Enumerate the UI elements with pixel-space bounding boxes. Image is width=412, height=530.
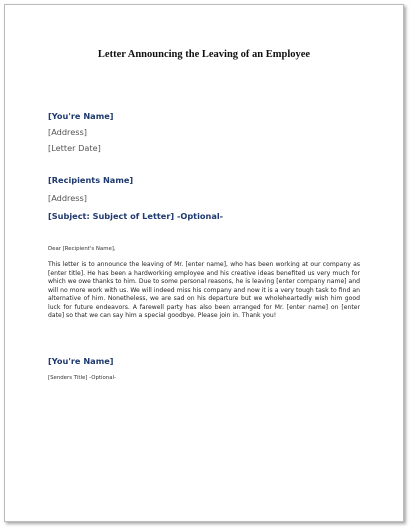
letter-date: [Letter Date] bbox=[48, 143, 101, 153]
document-title: Letter Announcing the Leaving of an Employee bbox=[97, 49, 311, 60]
sender-name: [You're Name] bbox=[48, 111, 114, 121]
recipient-name: [Recipients Name] bbox=[48, 175, 134, 185]
salutation: Dear [Recipient's Name], bbox=[48, 246, 116, 252]
letter-body: This letter is to announce the leaving of Mr. [enter name], who has been working at our company as [enter title]. He has been a hardworking employee and his creative ideas benefited us very much for which we owe thanks to him. Due to some personal reasons, he is leaving [enter company name] and will no more work with us. We will indeed miss his company and now it is a very tough task to find an alternative of him. Nonetheless, we are sad on his departure but we wholeheartedly wish him good luck for future endeavors. A farewell party has also been arranged for Mr. [enter name] on [enter date] so that we can say him a special goodbye. Please join in. Thank you! bbox=[48, 261, 360, 319]
subject-line: [Subject: Subject of Letter] -Optional- bbox=[48, 211, 224, 221]
closing-name: [You're Name] bbox=[48, 356, 114, 366]
sender-title: [Senders Title] -Optional- bbox=[48, 375, 116, 381]
document-page bbox=[4, 4, 404, 522]
recipient-address: [Address] bbox=[48, 193, 87, 203]
sender-address: [Address] bbox=[48, 127, 87, 137]
